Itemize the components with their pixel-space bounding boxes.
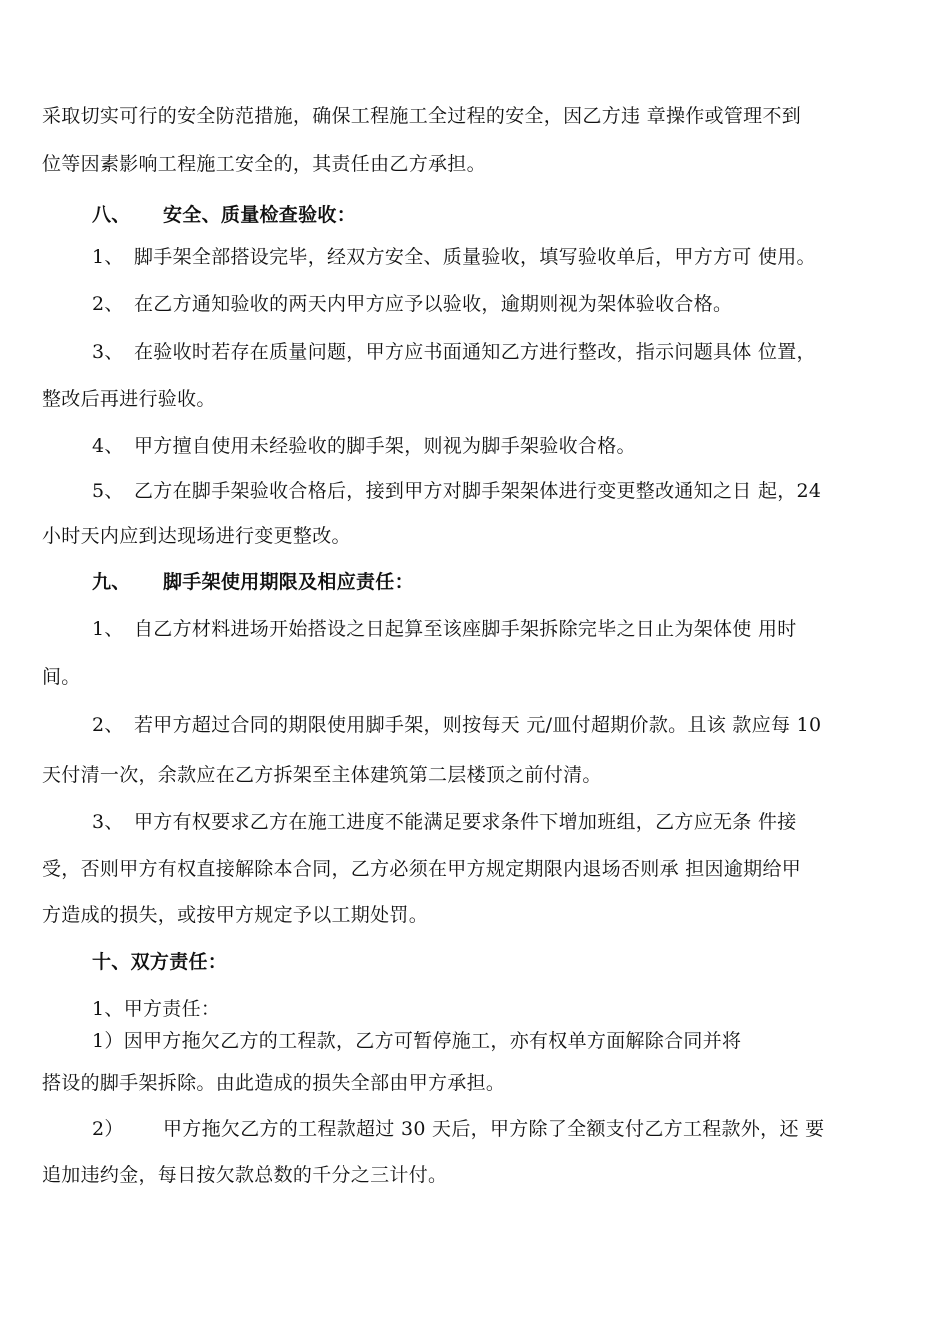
text-line: 甲方有权要求乙方在施工进度不能满足要求条件下增加班组，乙方应无条 件接 (134, 811, 797, 833)
item-number: 3、 (92, 811, 124, 833)
text-line: 在验收时若存在质量问题，甲方应书面通知乙方进行整改，指示问题具体 位置， (134, 341, 816, 363)
item-number: 2） (92, 1118, 124, 1140)
item-number: 1、 (92, 618, 124, 640)
section-heading: 安全、质量检查验收： (163, 204, 357, 226)
text-line: 乙方在脚手架验收合格后，接到甲方对脚手架架体进行变更整改通知之日 起，24 (134, 480, 822, 502)
text-line: 整改后再进行验收。 (42, 388, 216, 410)
section-heading: 十、双方责任： (92, 951, 228, 973)
text-line: 自乙方材料进场开始搭设之日起算至该座脚手架拆除完毕之日止为架体使 用时 (134, 618, 797, 640)
text-line: 1）因甲方拖欠乙方的工程款，乙方可暂停施工，亦有权单方面解除合同并将 (92, 1030, 742, 1052)
item-number: 1、 (92, 246, 124, 268)
section-heading: 脚手架使用期限及相应责任： (163, 571, 414, 593)
item-number: 2、 (92, 293, 124, 315)
text-line: 甲方擅自使用未经验收的脚手架，则视为脚手架验收合格。 (134, 435, 636, 457)
text-line: 采取切实可行的安全防范措施，确保工程施工全过程的安全，因乙方违 章操作或管理不到 (42, 105, 802, 127)
text-line: 天付清一次，余款应在乙方拆架至主体建筑第二层楼顶之前付清。 (42, 764, 602, 786)
item-number: 5、 (92, 480, 124, 502)
item-number: 4、 (92, 435, 124, 457)
item-number: 2、 (92, 714, 124, 736)
text-line: 小时天内应到达现场进行变更整改。 (42, 525, 351, 547)
text-line: 甲方拖欠乙方的工程款超过 30 天后，甲方除了全额支付乙方工程款外，还 要 (163, 1118, 825, 1140)
text-line: 方造成的损失，或按甲方规定予以工期处罚。 (42, 904, 429, 926)
text-line: 追加违约金，每日按欠款总数的千分之三计付。 (42, 1164, 448, 1186)
section-number: 九、 (92, 571, 131, 593)
text-line: 位等因素影响工程施工安全的，其责任由乙方承担。 (42, 153, 486, 175)
text-line: 脚手架全部搭设完毕，经双方安全、质量验收，填写验收单后，甲方方可 使用。 (134, 246, 816, 268)
text-line: 间。 (42, 666, 81, 688)
text-line: 搭设的脚手架拆除。由此造成的损失全部由甲方承担。 (42, 1072, 506, 1094)
text-line: 受，否则甲方有权直接解除本合同，乙方必须在甲方规定期限内退场否则承 担因逾期给甲 (42, 858, 802, 880)
subsection-heading: 1、甲方责任： (92, 998, 221, 1020)
section-number: 八、 (92, 204, 131, 226)
text-line: 若甲方超过合同的期限使用脚手架，则按每天 元/皿付超期价款。且该 款应每 10 (134, 714, 822, 736)
item-number: 3、 (92, 341, 124, 363)
text-line: 在乙方通知验收的两天内甲方应予以验收，逾期则视为架体验收合格。 (134, 293, 733, 315)
